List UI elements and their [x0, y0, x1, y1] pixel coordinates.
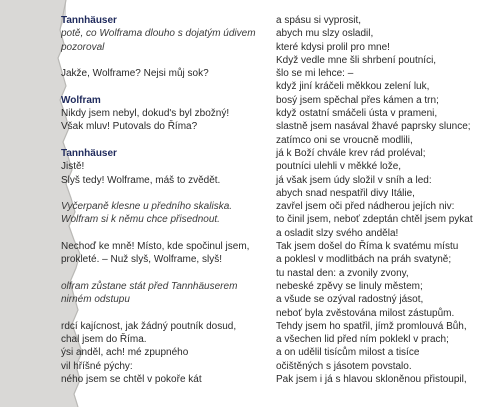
stage-direction: [61, 200, 261, 227]
text-line: a osladit slzy svého anděla!: [276, 227, 399, 239]
text-line: očištěných s jásotem povstalo.: [276, 360, 412, 372]
text-line: bosý jsem spěchal přes kámen a trn;: [276, 94, 439, 106]
text-line: Pak jsem i já s hlavou skloněnou přistoupil,: [276, 374, 467, 386]
text-line: a on udělil tisícům milost a tisíce: [276, 347, 420, 359]
text-line: a spásu si vyprosit,: [276, 15, 362, 26]
spacer: [61, 267, 261, 280]
spacer: [61, 187, 261, 200]
text-line: Nikdy jsem nebyl, dokud's byl zbožný!: [61, 108, 230, 120]
speech-text: [61, 240, 261, 267]
text-line: když jiní kráčeli měkkou zelení luk,: [276, 81, 430, 93]
text-line: pozoroval: [61, 41, 105, 53]
text-line: neboť byla zvěstována milost zástupům.: [276, 307, 455, 319]
left-text-column: [61, 14, 261, 407]
text-line: nebeské zpěvy se linuly městem;: [276, 280, 423, 292]
text-line: tu nastal den: a zvonily zvony,: [276, 267, 409, 279]
text-line: abych mu slzy osladil,: [276, 28, 374, 40]
text-line: ného jsem se chtěl v pokoře kát: [61, 374, 202, 386]
text-line: zatímco oni se vroucně modlili,: [276, 134, 413, 146]
text-line: prokleté. – Nuž slyš, Wolframe, slyš!: [61, 254, 222, 266]
right-text-column: [276, 14, 498, 386]
text-line: Když vedle mne šli shrbení poutníci,: [276, 54, 437, 66]
spacer: [61, 54, 261, 67]
text-line: Tak jsem došel do Říma k svatému místu: [276, 241, 459, 253]
speaker-name: Wolfram: [61, 94, 101, 106]
text-line: to činil jsem, neboť zdeptán chtěl jsem pykat: [276, 214, 473, 226]
speaker-name: Tannhäuser: [61, 15, 117, 26]
text-line: Vyčerpaně klesne u předního skaliska.: [61, 201, 233, 213]
text-line: poutníci ulehli v měkké lože,: [276, 161, 402, 173]
text-line: olfram zůstane stát před Tannhäuserem: [61, 280, 238, 292]
spacer: [61, 134, 261, 147]
speech-text: [276, 14, 498, 386]
speech-text: [61, 320, 261, 386]
text-line: rdcí kajícnost, jak žádný poutník dosud,: [61, 320, 237, 332]
text-line: já k Boží chvále krev rád proléval;: [276, 147, 426, 159]
text-line: nirném odstupu: [61, 294, 130, 306]
text-line: potě, co Wolframa dlouho s dojatým údivem: [61, 28, 256, 40]
spacer: [61, 227, 261, 240]
text-line: vil hříšné pýchy:: [61, 360, 133, 372]
speaker-name: Tannhäuser: [61, 147, 117, 159]
text-line: Wolfram si k němu chce přisednout.: [61, 214, 220, 226]
text-line: Jakže, Wolframe? Nejsi můj sok?: [61, 68, 209, 80]
text-line: a poklesl v modlitbách na práh svatyně;: [276, 254, 452, 266]
stage-direction: [61, 27, 261, 54]
text-line: abych snad nespatřil divy Itálie,: [276, 187, 415, 199]
spacer: [61, 307, 261, 320]
text-line: chal jsem do Říma.: [61, 334, 147, 346]
text-line: zavřel jsem oči před nádherou jejích niv:: [276, 201, 455, 213]
text-line: slastně jsem nasával žhavé paprsky slunce;: [276, 121, 471, 133]
text-line: Nechoď ke mně! Místo, kde spočinul jsem,: [61, 241, 250, 253]
speech-text: [61, 160, 261, 187]
text-line: Jistě!: [61, 161, 85, 173]
text-line: které kdysi prolil pro mne!: [276, 41, 390, 53]
text-line: šlo se mi lehce: –: [276, 68, 354, 80]
text-line: a všechen lid před ním poklekl v prach;: [276, 334, 449, 346]
text-line: když ostatní smáčeli ústa v prameni,: [276, 108, 438, 120]
text-line: Však mluv! Putovals do Říma?: [61, 121, 198, 133]
text-line: ýsi anděl, ach! mé zpupného: [61, 347, 189, 359]
speech-text: [61, 67, 261, 80]
text-line: Tehdy jsem ho spatřil, jímž promlouvá Bůh,: [276, 320, 467, 332]
spacer: [61, 80, 261, 93]
text-line: já však jsem údy složil v sníh a led:: [276, 174, 432, 186]
speech-text: [61, 107, 261, 134]
text-line: Slyš tedy! Wolframe, máš to zvědět.: [61, 174, 221, 186]
text-line: a všude se ozýval radostný jásot,: [276, 294, 424, 306]
stage-direction: [61, 280, 261, 307]
